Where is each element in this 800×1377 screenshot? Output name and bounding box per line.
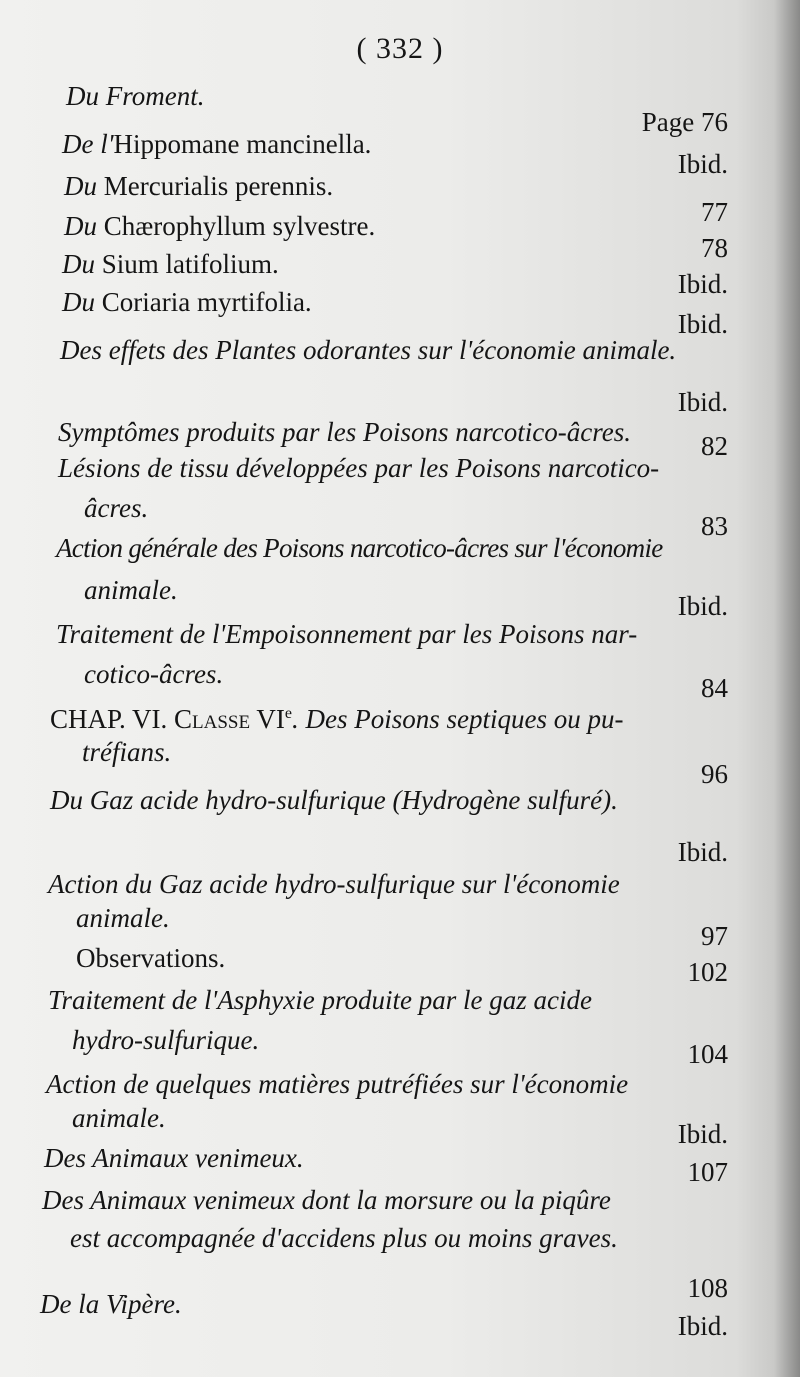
entry-page: 102 xyxy=(687,957,728,987)
entry-title: Traitement de l'Empoisonnement par les Poisons nar- xyxy=(56,619,638,649)
entry-page: 83 xyxy=(701,511,728,541)
entry-page: Ibid. xyxy=(677,269,728,299)
entry-title: De la Vipère. xyxy=(40,1289,182,1319)
entry-page: 77 xyxy=(701,197,728,227)
entry-title: Action générale des Poisons narcotico-âcres sur l'économie xyxy=(56,533,663,563)
page-number: ( 332 ) xyxy=(356,32,444,65)
entry-page: 97 xyxy=(701,921,728,951)
entry-page: Ibid. xyxy=(677,1311,728,1341)
entry-title: Du Coriaria myrtifolia. xyxy=(62,287,312,317)
entry-title: Des Animaux venimeux. xyxy=(44,1143,304,1173)
entry-page: Ibid. xyxy=(677,387,728,417)
entry-title: Du Sium latifolium. xyxy=(62,249,279,279)
entry-title-continued: est accompagnée d'accidens plus ou moins graves. xyxy=(70,1223,618,1253)
entry-page: 108 xyxy=(687,1273,728,1303)
entry-title-continued: animale. xyxy=(84,575,178,605)
entry-page: 107 xyxy=(687,1157,728,1187)
entry-title: Symptômes produits par les Poisons narcotico-âcres. xyxy=(58,417,631,447)
entry-title: Des Animaux venimeux dont la morsure ou la piqûre xyxy=(42,1185,611,1215)
entry-page: Ibid. xyxy=(677,309,728,339)
entry-title: Lésions de tissu développées par les Poisons narcotico- xyxy=(58,453,660,483)
entry-title: Action du Gaz acide hydro-sulfurique sur l'économie xyxy=(48,869,620,899)
entry-title: Observations. xyxy=(76,943,226,973)
entry-title: Action de quelques matières putréfiées sur l'économie xyxy=(46,1069,629,1099)
entry-title: Du Gaz acide hydro-sulfurique (Hydrogène sulfuré). xyxy=(50,785,618,815)
entry-title: Traitement de l'Asphyxie produite par le gaz acide xyxy=(48,985,592,1015)
entry-title: De l'Hippomane mancinella. xyxy=(62,129,372,159)
entry-page: 78 xyxy=(701,233,728,263)
entry-page: Ibid. xyxy=(677,591,728,621)
entry-title-continued: animale. xyxy=(76,903,170,933)
entry-page: 82 xyxy=(701,431,728,461)
entry-title-continued: animale. xyxy=(72,1103,166,1133)
entry-title: Des effets des Plantes odorantes sur l'économie animale. xyxy=(60,335,677,365)
chapter-heading: CHAP. VI. Classe VIe. Des Poisons septiques ou pu- xyxy=(50,704,624,734)
entry-page: 104 xyxy=(687,1039,728,1069)
entry-title-continued: âcres. xyxy=(84,493,149,523)
entry-title: Du Froment. xyxy=(66,81,205,111)
entry-page: Ibid. xyxy=(677,1119,728,1149)
entry-title-continued: tréfians. xyxy=(82,737,172,767)
entry-title: Du Mercurialis perennis. xyxy=(64,171,334,201)
entry-page: 96 xyxy=(701,759,728,789)
entry-page: Ibid. xyxy=(677,149,728,179)
entry-page: Ibid. xyxy=(677,837,728,867)
entry-title-continued: hydro-sulfurique. xyxy=(72,1025,260,1055)
entry-title: Du Chærophyllum sylvestre. xyxy=(64,211,376,241)
table-of-contents xyxy=(0,72,800,1372)
entry-page: 84 xyxy=(701,673,728,703)
entry-page: Page 76 xyxy=(641,107,728,137)
entry-title-continued: cotico-âcres. xyxy=(84,659,224,689)
